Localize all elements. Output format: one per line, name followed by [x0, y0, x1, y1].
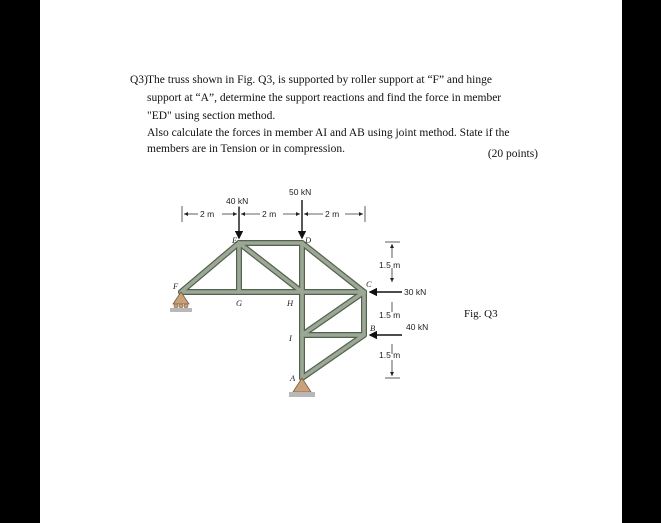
truss-figure	[40, 0, 622, 523]
question-line-2: support at “A”, determine the support reactions and find the force in member	[147, 92, 502, 104]
question-line-3: "ED" using section method.	[147, 110, 276, 122]
figure-caption: Fig. Q3	[464, 308, 498, 320]
load-B-label: 40 kN	[406, 322, 429, 332]
question-line-4: Also calculate the forces in member AI and AB using joint method. State if the	[147, 127, 510, 139]
question-number: Q3)	[130, 74, 148, 86]
node-B: B	[370, 323, 376, 333]
node-C: C	[366, 279, 372, 289]
document-page	[40, 0, 622, 523]
node-D: D	[305, 235, 312, 245]
node-F: F	[173, 281, 179, 291]
dim-h3: 2 m	[325, 209, 340, 219]
node-A: A	[290, 373, 296, 383]
dim-h2: 2 m	[262, 209, 277, 219]
dim-v2: 1.5 m	[379, 310, 401, 320]
load-E-label: 40 kN	[226, 196, 249, 206]
load-arrows	[239, 200, 402, 335]
dim-v3: 1.5 m	[379, 350, 401, 360]
question-line-5: members are in Tension or in compression.	[147, 143, 345, 155]
dim-h1: 2 m	[200, 209, 215, 219]
node-G: G	[236, 298, 243, 308]
node-I: I	[289, 333, 292, 343]
load-C-label: 30 kN	[404, 287, 427, 297]
dim-v1: 1.5 m	[379, 260, 401, 270]
truss-members-fill	[181, 243, 364, 378]
node-H: H	[287, 298, 294, 308]
points-label: (20 points)	[487, 148, 538, 160]
node-E: E	[232, 235, 238, 245]
question-line-1: The truss shown in Fig. Q3, is supported by roller support at “F” and hinge	[147, 74, 492, 86]
load-D-label: 50 kN	[289, 187, 312, 197]
